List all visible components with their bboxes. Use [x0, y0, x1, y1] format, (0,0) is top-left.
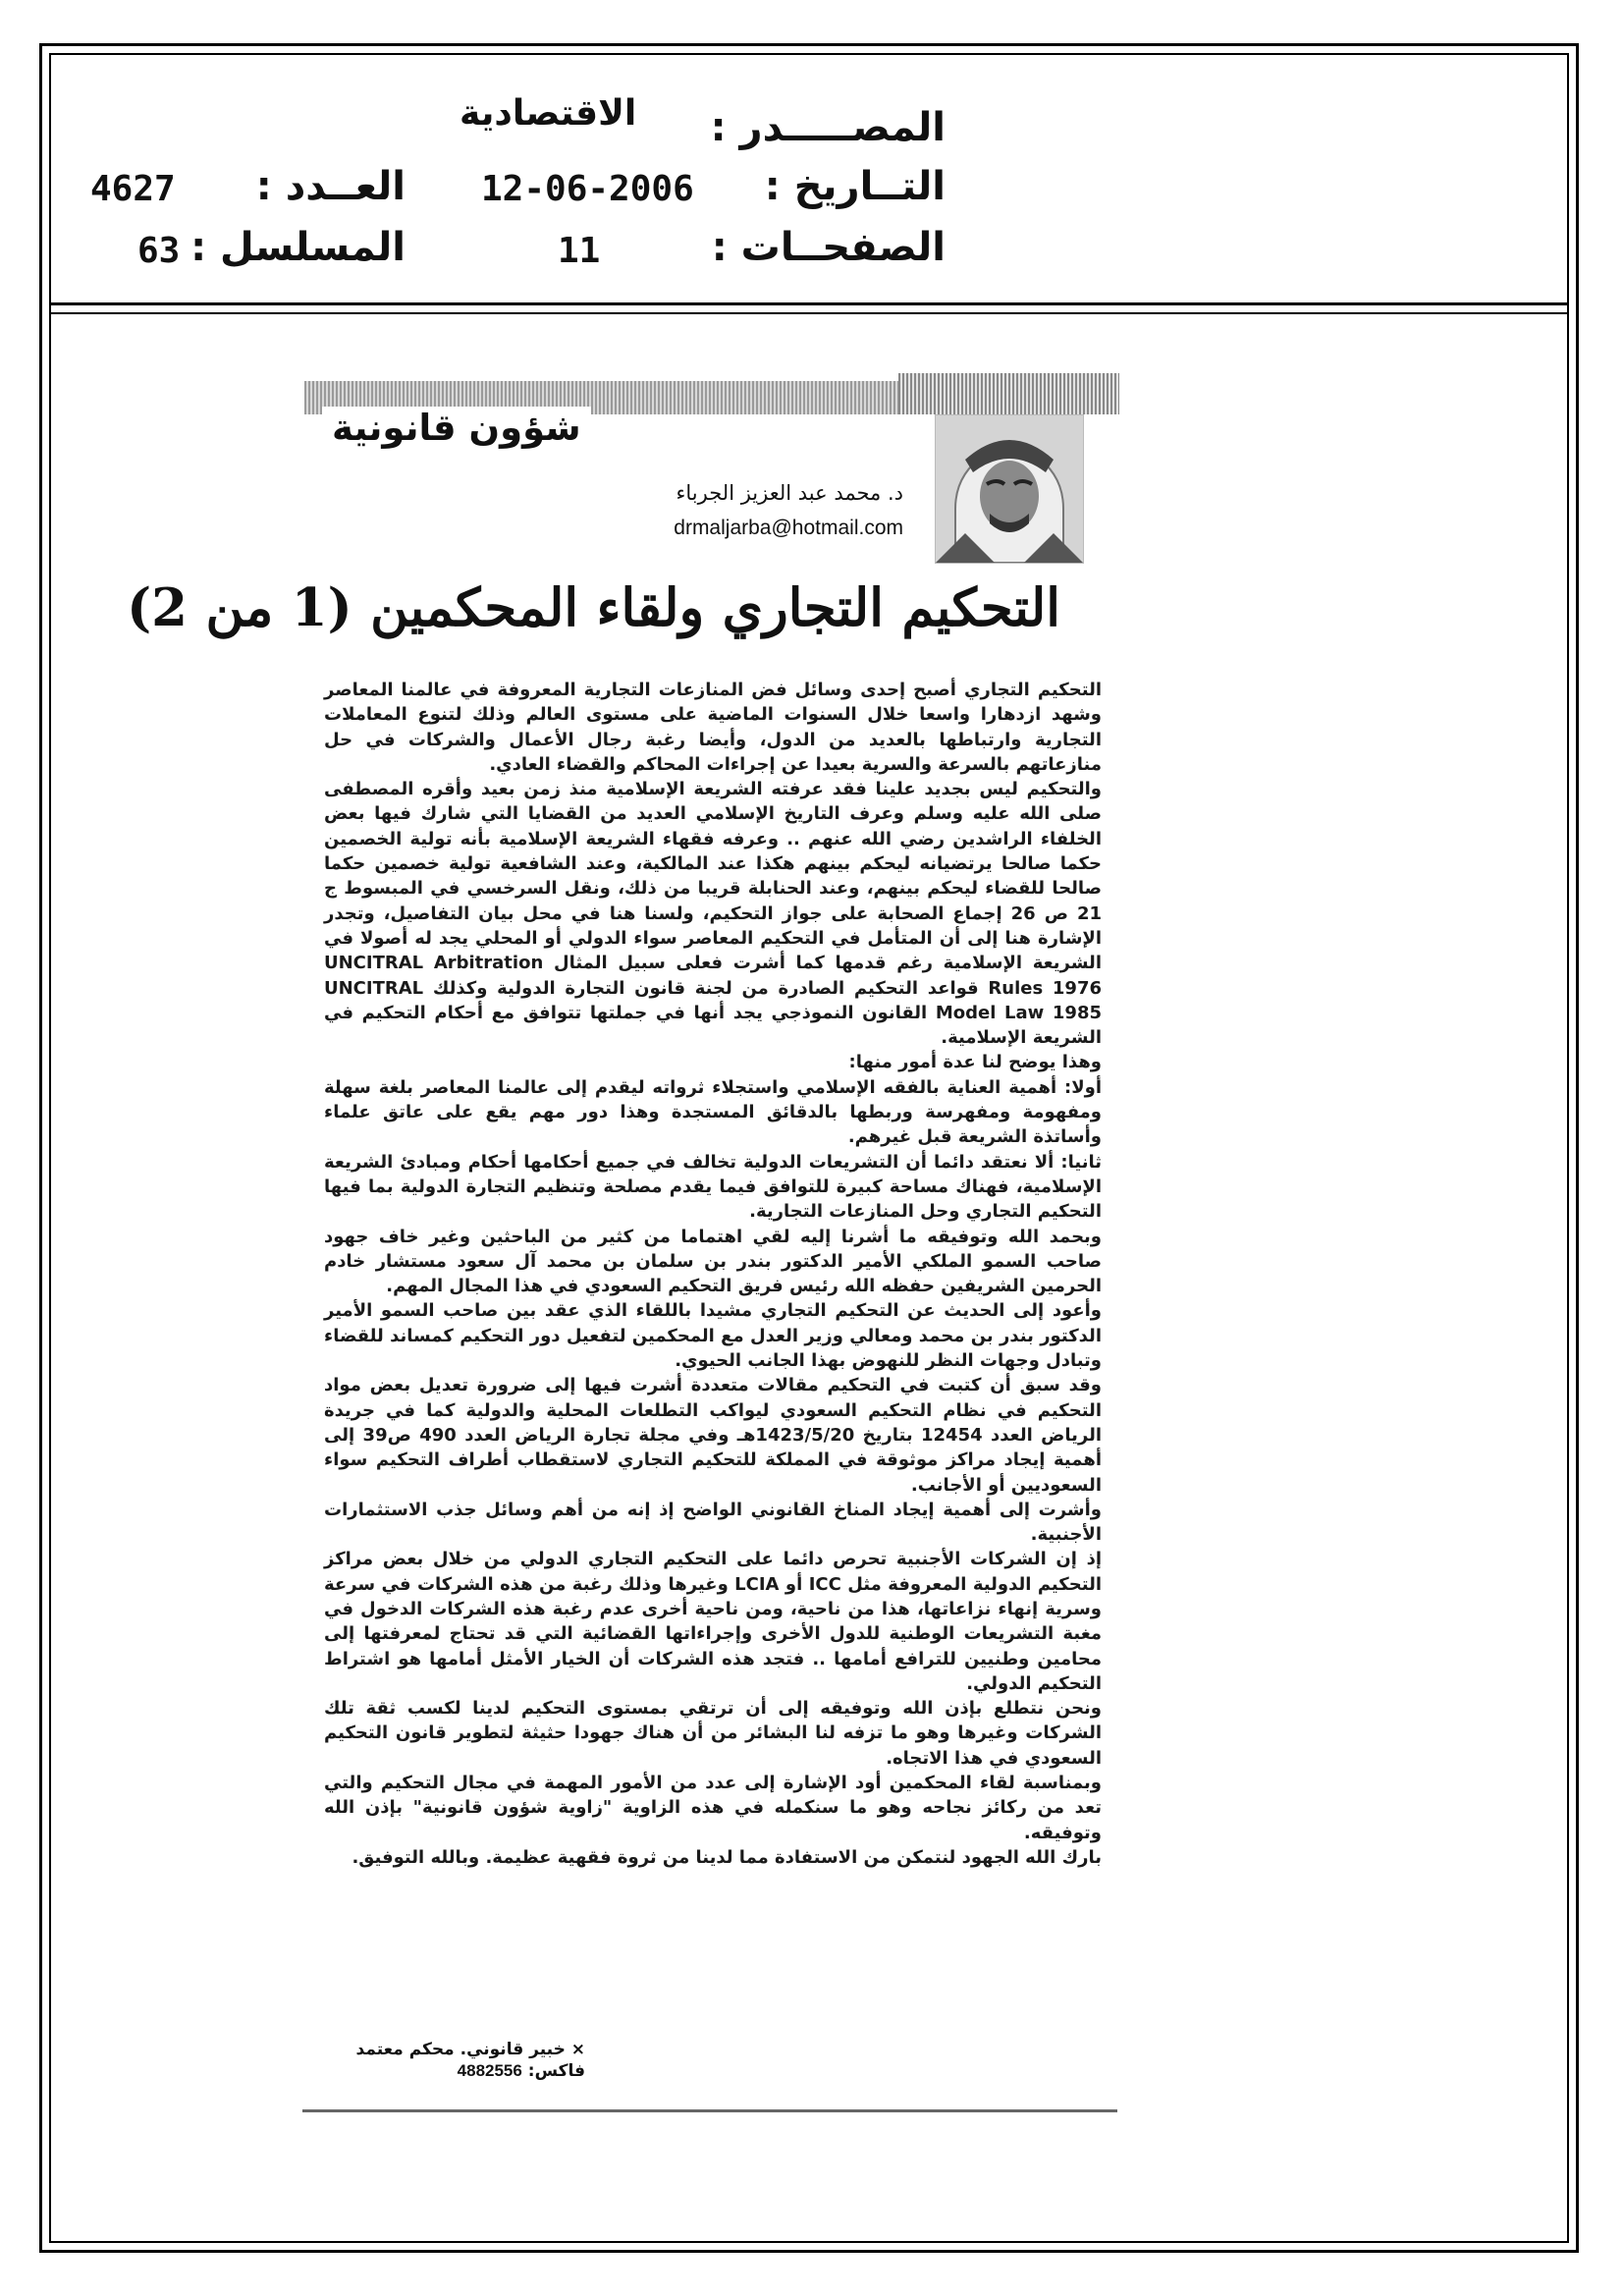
date-value: 12-06-2006 [481, 169, 694, 209]
paragraph: بارك الله الجهود لنتمكن من الاستفادة مما لدينا من ثروة فقهية عظيمة. وبالله التوفيق. [352, 1846, 1102, 1868]
article-clipping [127, 373, 1119, 2121]
fax-value: 4882556 [457, 2061, 522, 2080]
paragraph: وأشرت إلى أهمية إيجاد المناخ القانوني الواضح إذ إنه من أهم وسائل جذب الاستثمارات الأجنبية. [324, 1499, 1102, 1546]
article-body [324, 678, 1102, 1870]
paragraph: وهذا يوضح لنا عدة أمور منها: [848, 1052, 1102, 1073]
credit-line: × خبير قانوني. محكم معتمد [355, 2040, 585, 2059]
paragraph: وقد سبق أن كتبت في التحكيم مقالات متعددة أشرت فيها إلى ضرورة تعديل بعض مواد التحكيم في نظام التحكيم السعودي ليواكب التطلعات المحلية والدولية كما في جريدة الرياض العدد 12454 بتاريخ 1423/5/20هـ وفي مجلة تجارة الرياض العدد 490 ص39 إلى أهمية إيجاد مراكز موثوقة في المملكة للتحكيم التجاري لاستقطاب أطراف التحكيم سواء السعوديين أو الأجانب. [324, 1375, 1102, 1496]
header-divider-top [49, 302, 1569, 305]
author-name: د. محمد عبد العزيز الجرباء [676, 481, 903, 505]
issue-value: 4627 [90, 169, 176, 209]
article-end-rule [302, 2109, 1117, 2112]
paragraph: ثانيا: ألا نعتقد دائما أن التشريعات الدولية تخالف في جميع أحكامها أحكام ومبادئ الشريعة الإسلامية، فهناك مساحة كبيرة للتوافق فيما يقدم مصلحة وتنظيم التجارة الدولية بما فيها التحكيم التجاري وحل المنازعات التجارية. [324, 1151, 1102, 1223]
author-portrait-icon [935, 414, 1084, 564]
source-label: المصـــــدر : [710, 105, 946, 150]
paragraph: وأعود إلى الحديث عن التحكيم التجاري مشيدا باللقاء الذي عقد بين صاحب السمو الأمير الدكتور بندر بن محمد ومعالي وزير العدل مع المحكمين لتفعيل دور التحكيم كمساند للقضاء وتبادل وجهات النظر للنهوض بهذا الجانب الحيوي. [324, 1300, 1102, 1372]
serial-value: 63 [137, 231, 181, 271]
paragraph: ونحن نتطلع بإذن الله وتوفيقه إلى أن ترتقي بمستوى التحكيم لدينا لكسب ثقة تلك الشركات وغيرها وهو ما تزفه لنا البشائر من أن هناك جهودا حثيثة لتطوير قانون التحكيم السعودي في هذا الاتجاه. [324, 1698, 1102, 1769]
paragraph: وبمناسبة لقاء المحكمين أود الإشارة إلى عدد من الأمور المهمة في مجال التحكيم والتي تعد من ركائز نجاحه وهو ما سنكمله في هذه الزاوية "زاوية شؤون قانونية" بإذن الله وتوفيقه. [324, 1773, 1102, 1843]
paragraph: التحكيم التجاري أصبح إحدى وسائل فض المنازعات التجارية المعروفة في عالمنا المعاصر وشهد ازدهارا واسعا خلال السنوات الماضية على مستوى العالم وذلك لتنوع المعاملات التجارية وارتباطها بالعديد من الدول، وأيضا رغبة رجال الأعمال والشركات في حل منازعاتهم بالسرعة والسرية بعيدا عن إجراءات المحاكم والقضاء العادي. [324, 680, 1102, 775]
banner-shade [898, 373, 1119, 414]
paragraph: والتحكيم ليس بجديد علينا فقد عرفته الشريعة الإسلامية منذ زمن بعيد وأقره المصطفى صلى الله عليه وسلم وعرف التاريخ الإسلامي العديد من القضايا التي شارك فيها بعض الخلفاء الراشدين رضي الله عنهم .. وعرفه فقهاء الشريعة الإسلامية بأنه تولية الخصمين حكما صالحا يرتضيانه ليحكم بينهم هكذا عند المالكية، وعند الشافعية تولية خصمين حكما صالحا للقضاء ليحكم بينهم، وعند الحنابلة قريبا من ذلك، ونقل السرخسي في المبسوط ج 21 ص 26 إجماع الصحابة على جواز التحكيم، ولسنا هنا في محل بيان التفاصيل، وتجدر الإشارة هنا إلى أن المتأمل في التحكيم المعاصر سواء الدولي أو المحلي يجد له أصولا في الشريعة الإسلامية رغم قدمها كما أشرت فعلى سبيل المثال UNCITRAL Arbitration Rules 1976 قواعد التحكيم الصادرة من لجنة قانون التجارة الدولية وكذلك UNCITRAL Model Law 1985 القانون النموذجي يجد أنها في جملتها تتوافق مع أحكام التحكيم في الشريعة الإسلامية. [324, 779, 1103, 1049]
header-divider-bottom [49, 312, 1569, 314]
paragraph: إذ إن الشركات الأجنبية تحرص دائما على التحكيم التجاري الدولي من خلال بعض مراكز التحكيم الدولية المعروفة مثل ICC أو LCIA وغيرها وذلك رغبة من هذه الشركات في سرعة وسرية إنهاء نزاعاتها، هذا من ناحية، ومن ناحية أخرى عدم رغبة هذه الشركات الدخول في مغبة التشريعات الوطنية للدول الأخرى وإجراءاتها القضائية التي قد تحتاج لمعرفتها إلى محامين وطنيين للترافع أمامها .. فتجد هذه الشركات أن الخيار الأمثل أمامها هو اشتراط التحكيم الدولي. [324, 1549, 1102, 1694]
article-headline: التحكيم التجاري ولقاء المحكمين (1 من 2) [127, 577, 1060, 638]
date-label: التــاريخ : [764, 164, 946, 209]
paragraph: أولا: أهمية العناية بالفقه الإسلامي واستجلاء ثرواته ليقدم إلى عالمنا المعاصر بلغة سهلة ومفهومة ومفهرسة وربطها بالدقائق المستجدة وهذا دور مهم يقع على عاتق علماء وأساتذة الشريعة قبل غيرهم. [324, 1076, 1102, 1148]
serial-label: المسلسل : [190, 225, 406, 270]
fax-line [330, 2060, 585, 2082]
issue-label: العــدد : [255, 164, 406, 209]
pages-label: الصفحــات : [711, 225, 946, 270]
author-email: drmaljarba@hotmail.com [674, 517, 903, 539]
pages-value: 11 [558, 231, 601, 271]
section-title: شؤون قانونية [322, 407, 591, 449]
fax-label: فاكس: [527, 2061, 585, 2081]
paragraph: وبحمد الله وتوفيقه ما أشرنا إليه لقي اهتماما من كثير من الباحثين وغير خاف جهود صاحب السمو الملكي الأمير الدكتور بندر بن سلمان بن محمد آل سعود مستشار خادم الحرمين الشريفين حفظه الله رئيس فريق التحكيم السعودي في هذا المجال المهم. [324, 1226, 1102, 1297]
source-value: الاقتصادية [460, 93, 637, 134]
author-credit [330, 2039, 585, 2082]
